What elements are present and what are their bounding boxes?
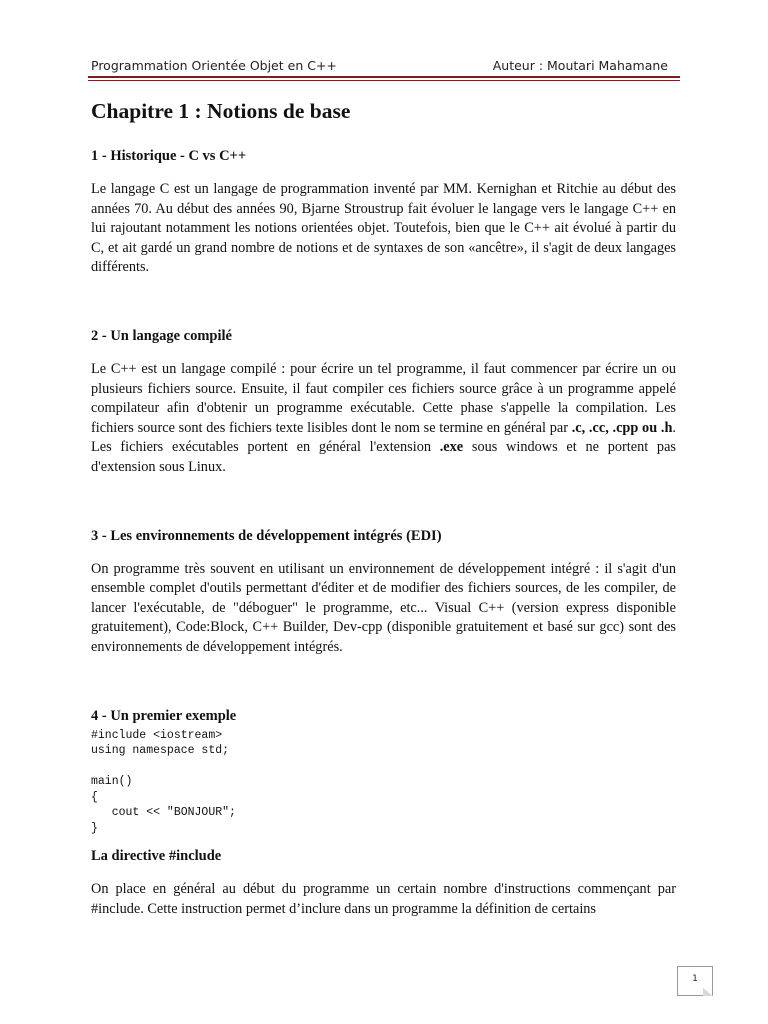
code-example: #include <iostream> using namespace std; main() { cout << "BONJOUR"; } [91,728,236,835]
header-rule-thin [88,80,680,81]
section-heading-4: 4 - Un premier exemple [91,707,237,724]
page-number-box [677,966,713,996]
para-2-ext-list: .c, .cc, .cpp ou .h [571,419,673,436]
chapter-title: Chapitre 1 : Notions de base [91,99,351,123]
section-heading-2: 2 - Un langage compilé [91,327,232,344]
section-paragraph-5: On place en général au début du programme un certain nombre d'instructions commençant par #include. Cette instruction permet d’inclure dans un programme la définition de certains [91,881,676,917]
para-2-text-a: Le C++ est un langage compilé : pour écrire un tel programme, il faut commencer par écrire un ou plusieurs fichiers source. Ensuite, il faut compiler ces fichiers source grâce à un programme appelé compilateur afin d'obtenir un programme exécutable. Cette phase s'appelle la compilation. Les fichiers source sont des fichiers texte lisibles dont le nom se termine en général par [91,360,676,436]
section-paragraph-3: On programme très souvent en utilisant un environnement de développement intégré : il s'agit d'un ensemble complet d'outils permettant d'éditer et de modifier des fichiers sources, de les compiler, de lancer l'exécutable, de "déboguer" le programme, etc... Visual C++ (version express disponible gratuitement), Code:Block, C++ Builder, Dev-cpp (disponible gratuitement et basé sur gcc) sont des environnements de développement intégrés. [91,560,676,655]
page-number: 1 [692,974,698,984]
header-rule-thick [88,76,680,78]
header-author: Auteur : Moutari Mahamane [492,58,668,73]
section-paragraph-1: Le langage C est un langage de programmation inventé par MM. Kernighan et Ritchie au début des années 70. Au début des années 90, Bjarne Stroustrup fait évoluer le langage vers le langage C++ en lui rajoutant notamment les notions orientées objet. Toutefois, bien que le C++ ait évolué à partir du C, et ait gardé un grand nombre de notions et de syntaxes de son «ancêtre», il s'agit de deux langages différents. [91,181,676,276]
para-2-text-c: sous windows et ne portent pas d'extension sous Linux. [91,439,676,475]
page-header [91,58,676,76]
section-heading-5: La directive #include [91,848,222,864]
section-heading-1: 1 - Historique - C vs C++ [91,148,247,164]
page-fold-icon [703,988,713,996]
section-paragraph-2 [91,360,676,478]
page-body [91,98,676,919]
para-2-text-b: . Les fichiers exécutables portent en général l'extension [91,419,676,456]
para-2-exe: .exe [439,439,464,456]
header-title: Programmation Orientée Objet en C++ [91,58,337,73]
section-heading-3: 3 - Les environnements de développement intégrés (EDI) [91,527,442,544]
